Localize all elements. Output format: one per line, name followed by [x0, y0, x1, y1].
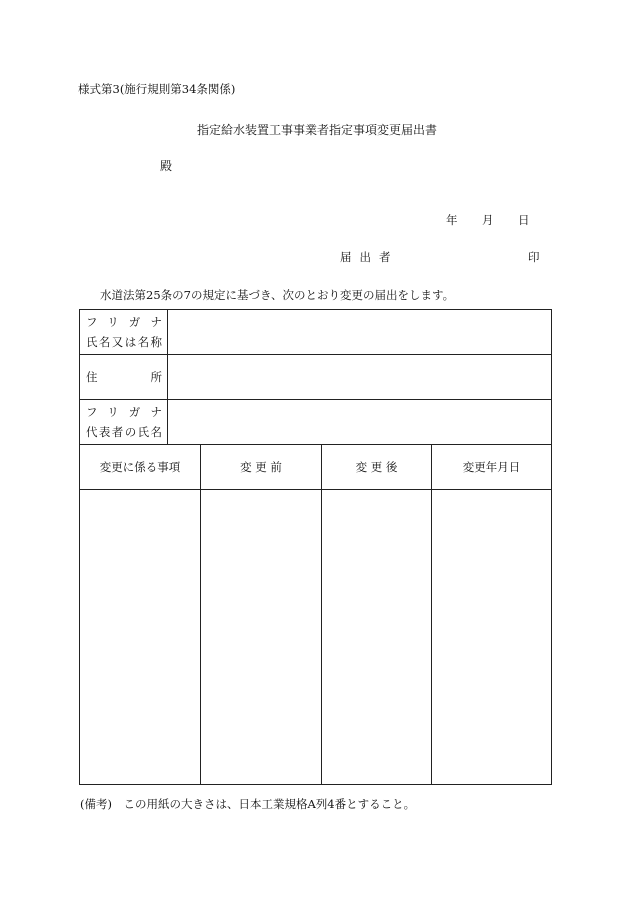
- statement-text: 水道法第25条の7の規定に基づき、次のとおり変更の届出をします。: [100, 288, 455, 302]
- name-label-cell: [80, 310, 168, 355]
- after-change-cell[interactable]: [322, 490, 432, 785]
- address-label: 住所: [86, 370, 162, 384]
- notifier-label: 届出者: [340, 250, 399, 264]
- header-before-change: 変 更 前: [201, 445, 322, 490]
- date-year-label: 年: [446, 213, 458, 227]
- address-value-cell[interactable]: [168, 355, 552, 400]
- changed-item-cell[interactable]: [80, 490, 201, 785]
- date-month-label: 月: [482, 213, 494, 227]
- header-after-change: 変 更 後: [322, 445, 432, 490]
- date-day-label: 日: [518, 213, 530, 227]
- representative-label: 代表者の氏名: [86, 425, 162, 439]
- before-change-cell[interactable]: [201, 490, 322, 785]
- seal-label: 印: [528, 250, 540, 264]
- address-label-cell: [80, 355, 168, 400]
- form-number-label: 様式第3(施行規則第34条関係): [78, 82, 236, 96]
- change-notification-table: [79, 309, 552, 785]
- addressee-suffix: 殿: [160, 159, 173, 173]
- header-change-date: 変更年月日: [432, 445, 552, 490]
- header-changed-item: 変更に係る事項: [80, 445, 201, 490]
- remarks-note: (備考) この用紙の大きさは、日本工業規格A列4番とすること。: [80, 797, 416, 811]
- name-label: 氏名又は名称: [86, 335, 162, 349]
- furigana-label: フリガナ: [86, 315, 162, 329]
- document-title: 指定給水装置工事事業者指定事項変更届出書: [197, 123, 438, 137]
- change-date-cell[interactable]: [432, 490, 552, 785]
- name-value-cell[interactable]: [168, 310, 552, 355]
- representative-value-cell[interactable]: [168, 400, 552, 445]
- furigana-label: フリガナ: [86, 405, 162, 419]
- representative-label-cell: [80, 400, 168, 445]
